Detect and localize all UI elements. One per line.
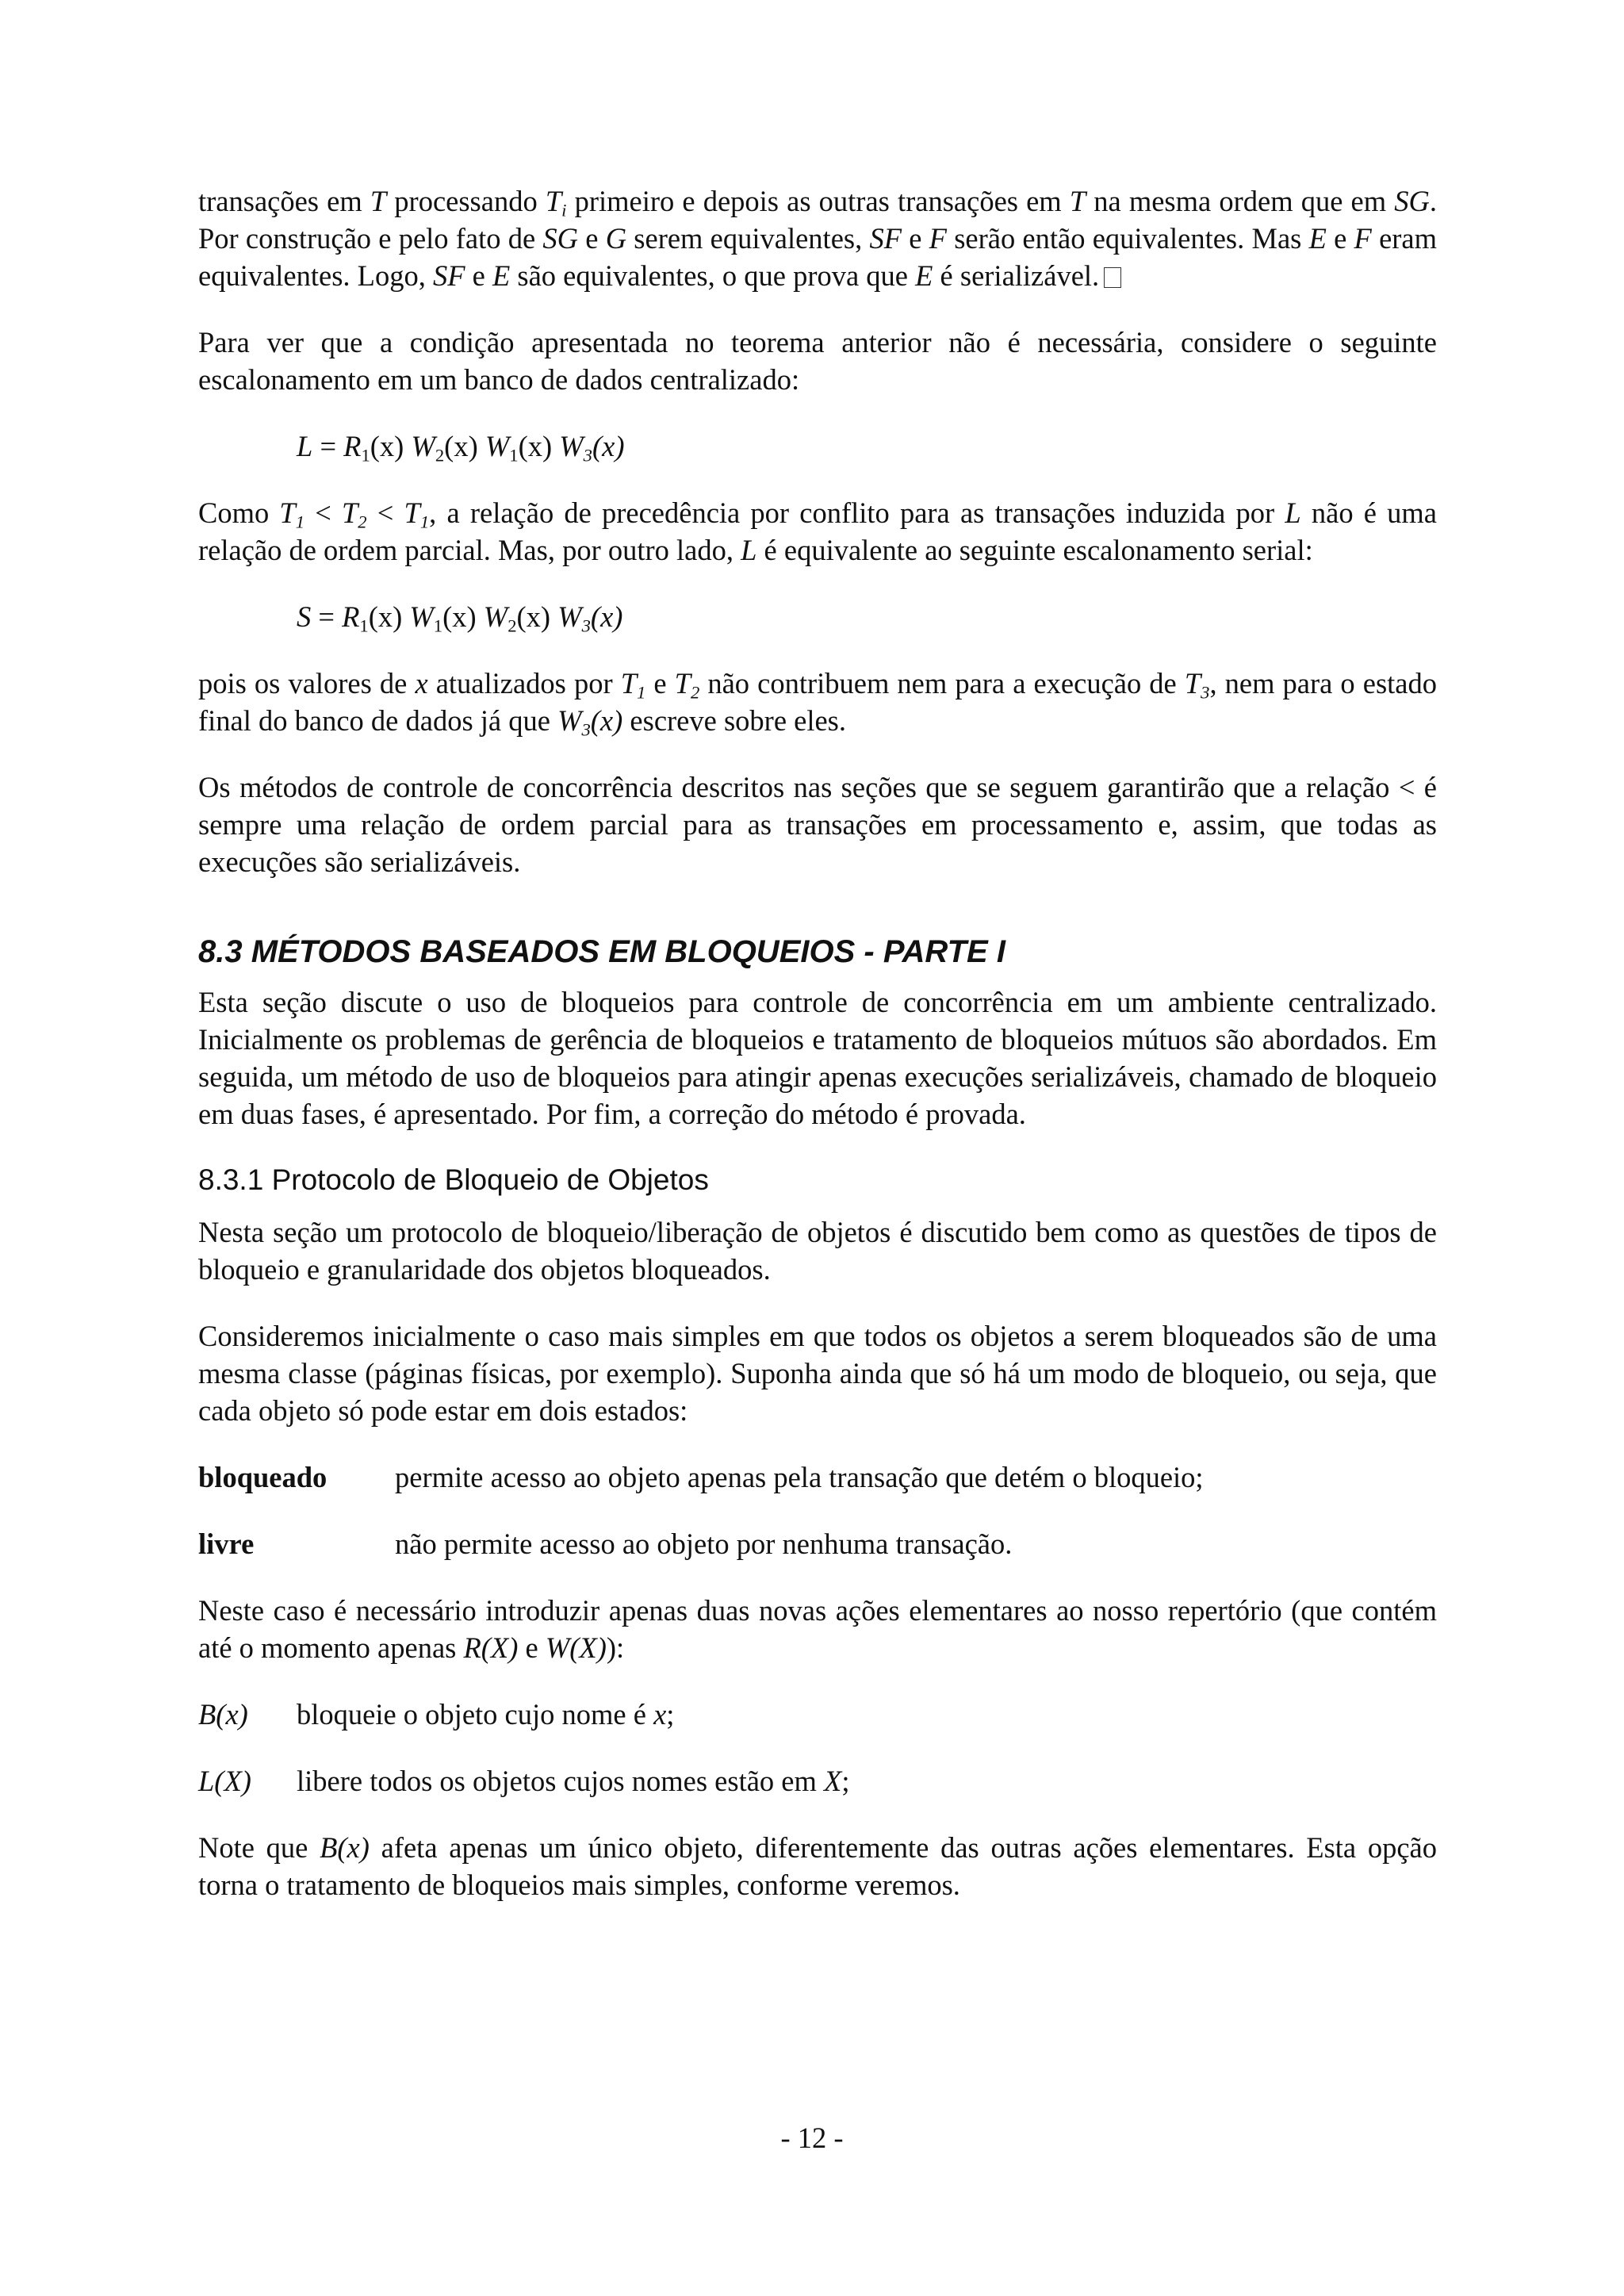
page-content: [198, 182, 1437, 1903]
formula-schedule-s: $S = R_1(x)$ $W_1(x)$ $W_2(x)$ $W_3(x)$: [297, 600, 623, 636]
paragraph-simple-case: Consideremos inicialmente o caso mais simples em que todos os objetos a serem bloqueados são de uma mesma classe (páginas físicas, por exemplo). Suponha ainda que só há um modo de bloqueio, ou seja, que cada objeto só pode estar em dois estados:: [198, 1320, 1437, 1427]
state-description: permite acesso ao objeto apenas pela transação que detém o bloqueio;: [395, 1461, 1204, 1493]
state-term: bloqueado: [198, 1461, 327, 1493]
state-row-blocked: [198, 1458, 1437, 1496]
paragraph-protocol: Nesta seção um protocolo de bloqueio/liberação de objetos é discutido bem como as questões de tipos de bloqueio e granularidade dos objetos bloqueados.: [198, 1216, 1437, 1286]
paragraph-condition: Para ver que a condição apresentada no teorema anterior não é necessária, considere o seguinte escalonamento em um banco de dados centralizado:: [198, 326, 1437, 396]
page-number: - 12 -: [780, 2122, 844, 2154]
action-description: libere todos os objetos cujos nomes estão em X;: [297, 1765, 850, 1797]
paragraph-note: Note que B(x) afeta apenas um único objeto, diferentemente das outras ações elementares. Esta opção torna o tratamento de bloqueios mais simples, conforme veremos.: [198, 1831, 1437, 1901]
subsection-heading: 8.3.1 Protocolo de Bloqueio de Objetos: [198, 1163, 709, 1196]
state-row-free: [198, 1525, 1437, 1562]
action-row-release: [198, 1762, 1437, 1800]
paragraph-values: pois os valores de x atualizados por $T_1$ e $T_2$ não contribuem nem para a execução de $T_3$, nem para o estado final do banco de dados já que $W_3(x)$ escreve sobre eles.: [198, 667, 1437, 740]
qed-box-icon: [1104, 267, 1121, 288]
paragraph-methods: Os métodos de controle de concorrência descritos nas seções que se seguem garantirão que a relação < é sempre uma relação de ordem parcial para as transações em processamento e, assim, que todas as execuções são serializáveis.: [198, 771, 1437, 878]
state-description: não permite acesso ao objeto por nenhuma transação.: [395, 1527, 1013, 1560]
paragraph-new-actions: Neste caso é necessário introduzir apenas duas novas ações elementares ao nosso repertório (que contém até o momento apenas R(X) e W(X)):: [198, 1594, 1437, 1664]
paragraph-precedence: Como $T_1 < T_2 < T_1$, a relação de precedência por conflito para as transações induzida por L não é uma relação de ordem parcial. Mas, por outro lado, L é equivalente ao seguinte escalonamento serial:: [198, 496, 1437, 566]
action-row-block: [198, 1696, 1437, 1733]
paragraph-proof-end: transações em T processando $T_i$ primeiro e depois as outras transações em T na mesma ordem que em SG. Por construção e pelo fato de SG e G serem equivalentes, SF e F serão então equivalentes. Mas E e F eram equivalentes. Logo, SF e E são equivalentes, o que prova que E é serializável.: [198, 185, 1438, 292]
action-name: L(X): [198, 1765, 251, 1797]
action-name: B(x): [198, 1698, 248, 1731]
paragraph-section-intro: Esta seção discute o uso de bloqueios para controle de concorrência em um ambiente centralizado. Inicialmente os problemas de gerência de bloqueios e tratamento de bloqueios mútuos são abordados. Em seguida, um método de uso de bloqueios para atingir apenas execuções serializáveis, chamado de bloqueio em duas fases, é apresentado. Por fim, a correção do método é provada.: [198, 986, 1437, 1130]
action-description: bloqueie o objeto cujo nome é x;: [297, 1698, 675, 1731]
state-term: livre: [198, 1527, 255, 1560]
section-heading: 8.3 MÉTODOS BASEADOS EM BLOQUEIOS - PARTE I: [198, 934, 1005, 969]
formula-schedule-l: $L = R_1(x)$ $W_2(x)$ $W_1(x)$ $W_3(x)$: [297, 430, 625, 466]
